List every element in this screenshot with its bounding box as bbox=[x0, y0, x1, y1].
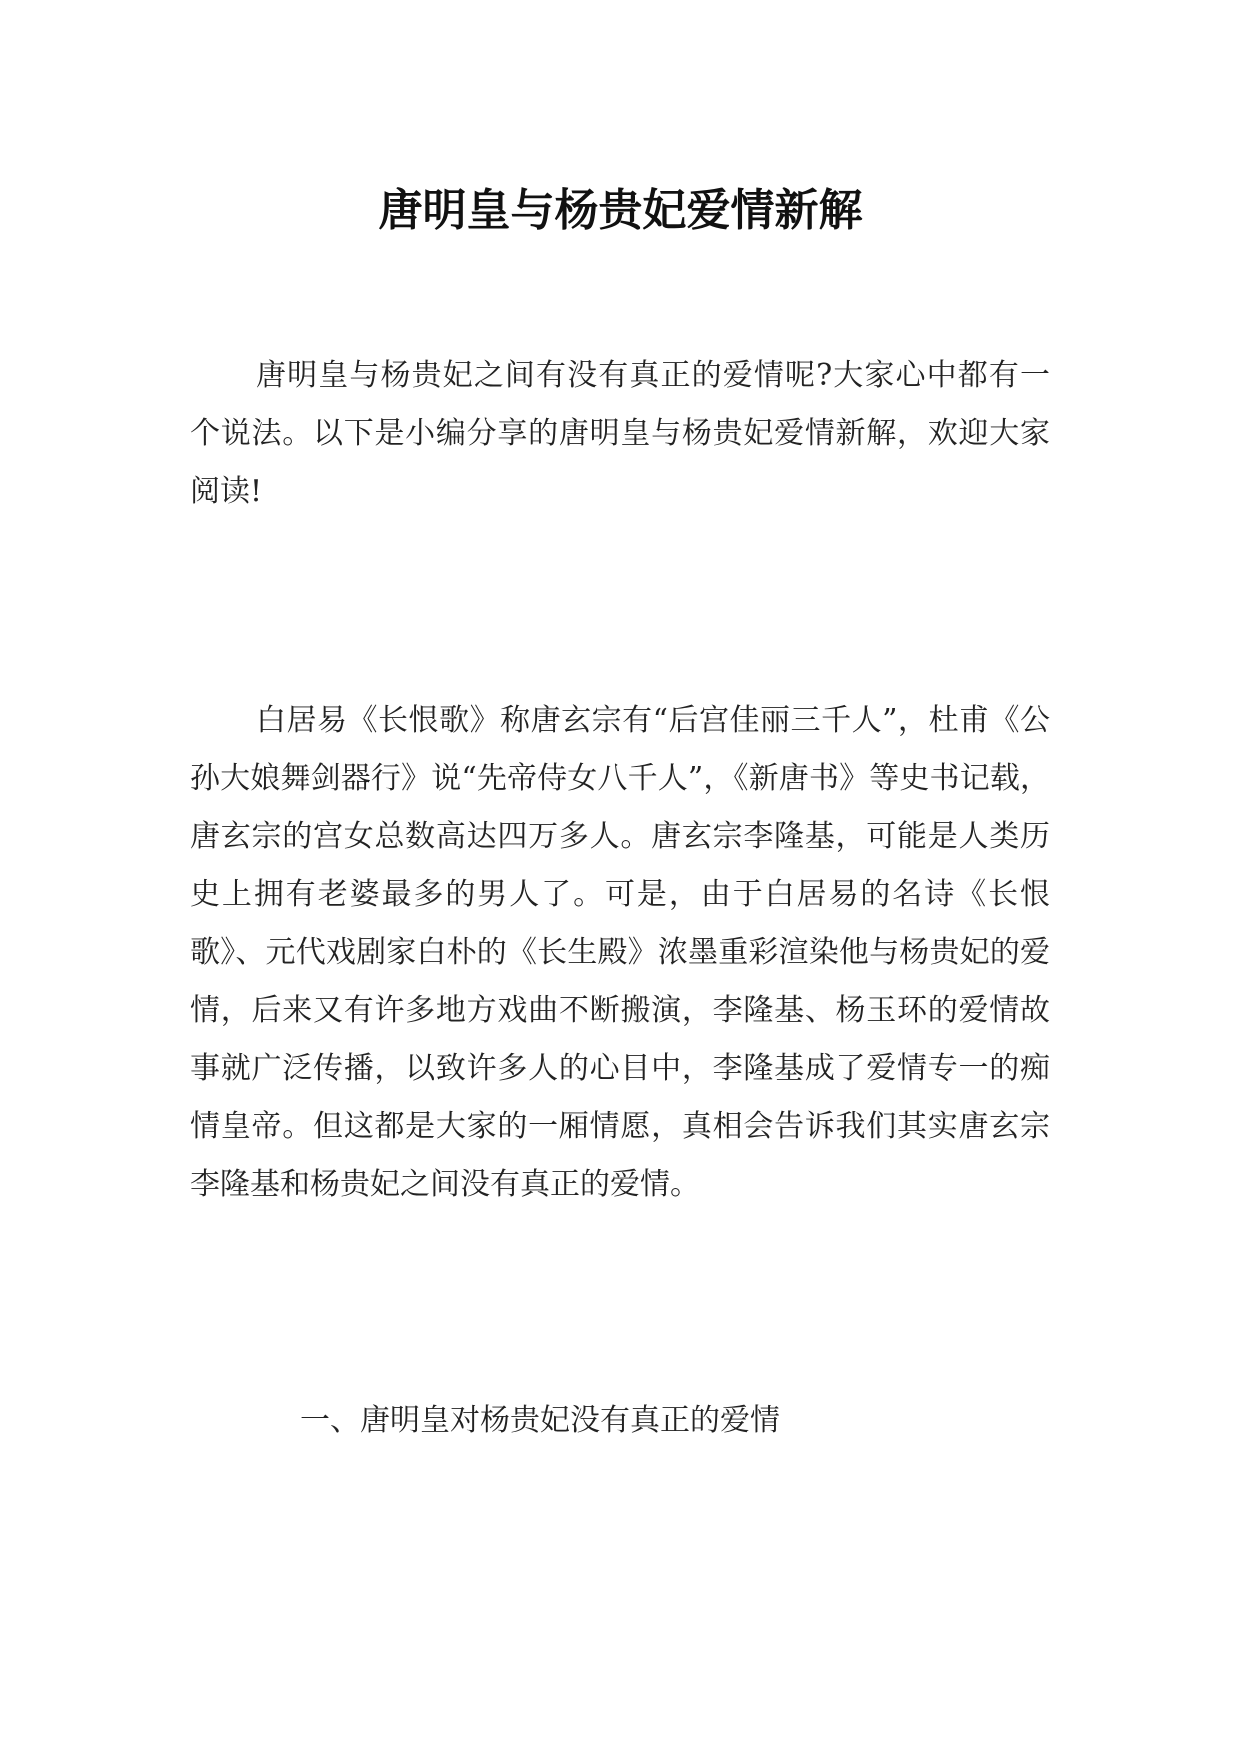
body-paragraph: 白居易《长恨歌》称唐玄宗有“后宫佳丽三千人”，杜甫《公孙大娘舞剑器行》说“先帝侍女八千人”，《新唐书》等史书记载，唐玄宗的宫女总数高达四万多人。唐玄宗李隆基，可能是人类历史上拥有老婆最多的男人了。可是，由于白居易的名诗《长恨歌》、元代戏剧家白朴的《长生殿》浓墨重彩渲染他与杨贵妃的爱情，后来又有许多地方戏曲不断搬演，李隆基、杨玉环的爱情故事就广泛传播，以致许多人的心目中，李隆基成了爱情专一的痴情皇帝。但这都是大家的一厢情愿，真相会告诉我们其实唐玄宗李隆基和杨贵妃之间没有真正的爱情。 bbox=[190, 703, 1050, 1202]
section-heading: 一、唐明皇对杨贵妃没有真正的爱情 bbox=[300, 1403, 780, 1438]
document-title: 唐明皇与杨贵妃爱情新解 bbox=[378, 185, 863, 237]
intro-paragraph: 唐明皇与杨贵妃之间有没有真正的爱情呢?大家心中都有一个说法。以下是小编分享的唐明皇与杨贵妃爱情新解，欢迎大家阅读! bbox=[190, 358, 1050, 509]
